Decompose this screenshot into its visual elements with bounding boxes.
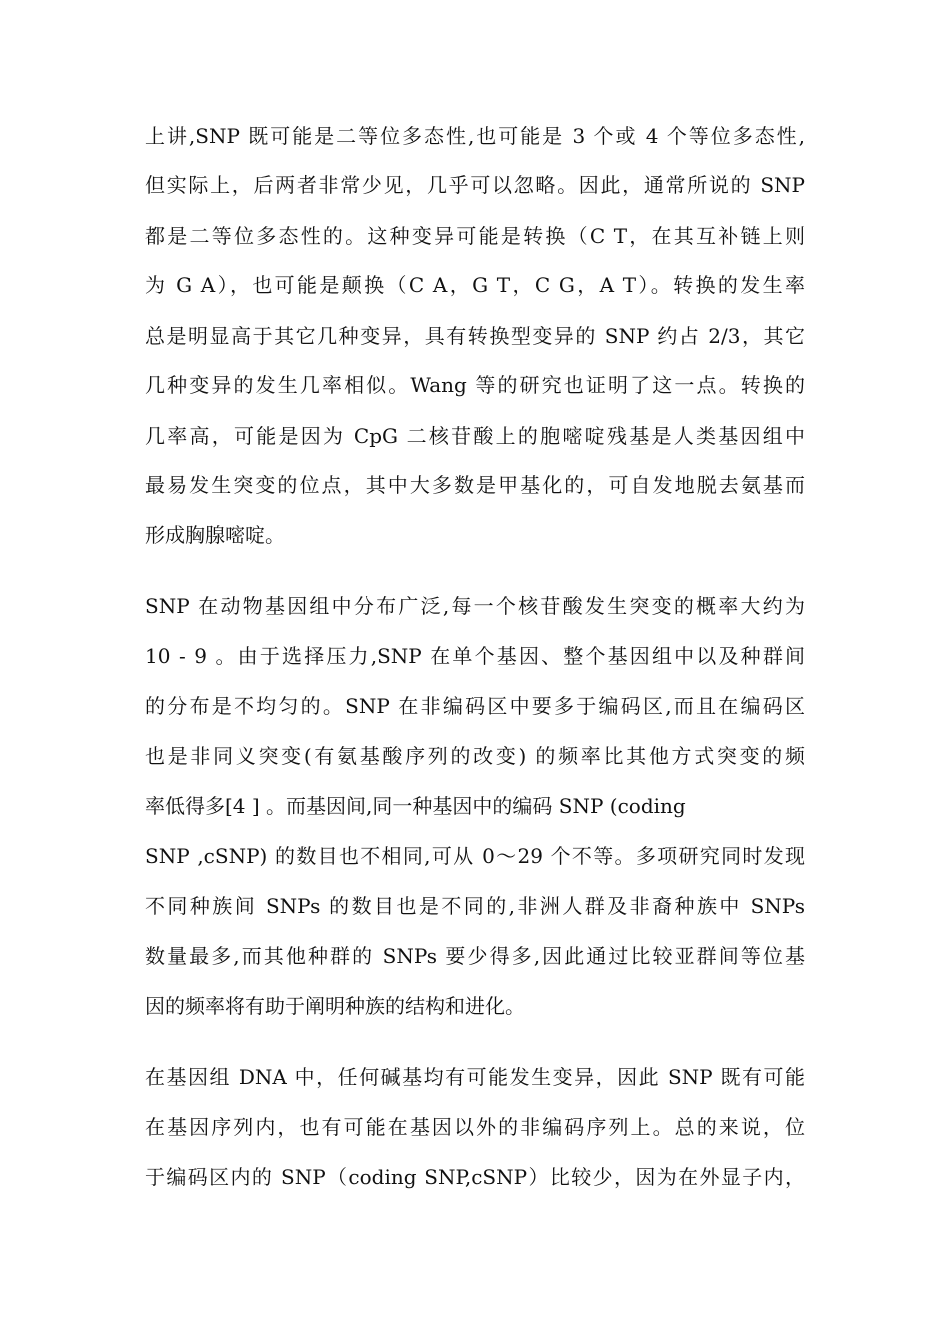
paragraph-1-line-5: 总是明显高于其它几种变异，具有转换型变异的 SNP 约占 2/3，其它 bbox=[145, 324, 805, 348]
paragraph-2-line-2: 10 - 9 。由于选择压力,SNP 在单个基因、整个基因组中以及种群间 bbox=[145, 644, 805, 668]
paragraph-2-line-6: SNP ,cSNP) 的数目也不相同,可从 0～29 个不等。多项研究同时发现 bbox=[145, 844, 805, 868]
paragraph-1-line-7: 几率高，可能是因为 CpG 二核苷酸上的胞嘧啶残基是人类基因组中 bbox=[145, 424, 805, 448]
paragraph-1-line-4: 为 G A），也可能是颠换（C A，G T，C G，A T）。转换的发生率 bbox=[145, 273, 805, 297]
paragraph-2-line-9: 因的频率将有助于阐明种族的结构和进化。 bbox=[145, 994, 525, 1018]
paragraph-3-line-1: 在基因组 DNA 中，任何碱基均有可能发生变异，因此 SNP 既有可能 bbox=[145, 1065, 805, 1089]
paragraph-2-line-7: 不同种族间 SNPs 的数目也是不同的,非洲人群及非裔种族中 SNPs bbox=[145, 894, 805, 918]
paragraph-3-line-2: 在基因序列内，也有可能在基因以外的非编码序列上。总的来说，位 bbox=[145, 1115, 805, 1139]
paragraph-2-line-1: SNP 在动物基因组中分布广泛,每一个核苷酸发生突变的概率大约为 bbox=[145, 594, 805, 618]
paragraph-2-line-4: 也是非同义突变(有氨基酸序列的改变) 的频率比其他方式突变的频 bbox=[145, 744, 805, 768]
paragraph-1-line-6: 几种变异的发生几率相似。Wang 等的研究也证明了这一点。转换的 bbox=[145, 373, 805, 397]
paragraph-1-line-8: 最易发生突变的位点，其中大多数是甲基化的，可自发地脱去氨基而 bbox=[145, 473, 805, 497]
paragraph-3-line-3: 于编码区内的 SNP（coding SNP,cSNP）比较少，因为在外显子内， bbox=[145, 1165, 805, 1189]
paragraph-2-line-3: 的分布是不均匀的。SNP 在非编码区中要多于编码区,而且在编码区 bbox=[145, 694, 805, 718]
paragraph-1-line-9: 形成胸腺嘧啶。 bbox=[145, 523, 285, 547]
paragraph-1-line-2: 但实际上，后两者非常少见，几乎可以忽略。因此，通常所说的 SNP bbox=[145, 173, 805, 197]
paragraph-1-line-1: 上讲,SNP 既可能是二等位多态性,也可能是 3 个或 4 个等位多态性, bbox=[145, 124, 805, 148]
paragraph-2-line-5: 率低得多[4 ] 。而基因间,同一种基因中的编码 SNP (coding bbox=[145, 794, 686, 818]
paragraph-2-line-8: 数量最多,而其他种群的 SNPs 要少得多,因此通过比较亚群间等位基 bbox=[145, 944, 805, 968]
paragraph-1-line-3: 都是二等位多态性的。这种变异可能是转换（C T，在其互补链上则 bbox=[145, 224, 805, 248]
